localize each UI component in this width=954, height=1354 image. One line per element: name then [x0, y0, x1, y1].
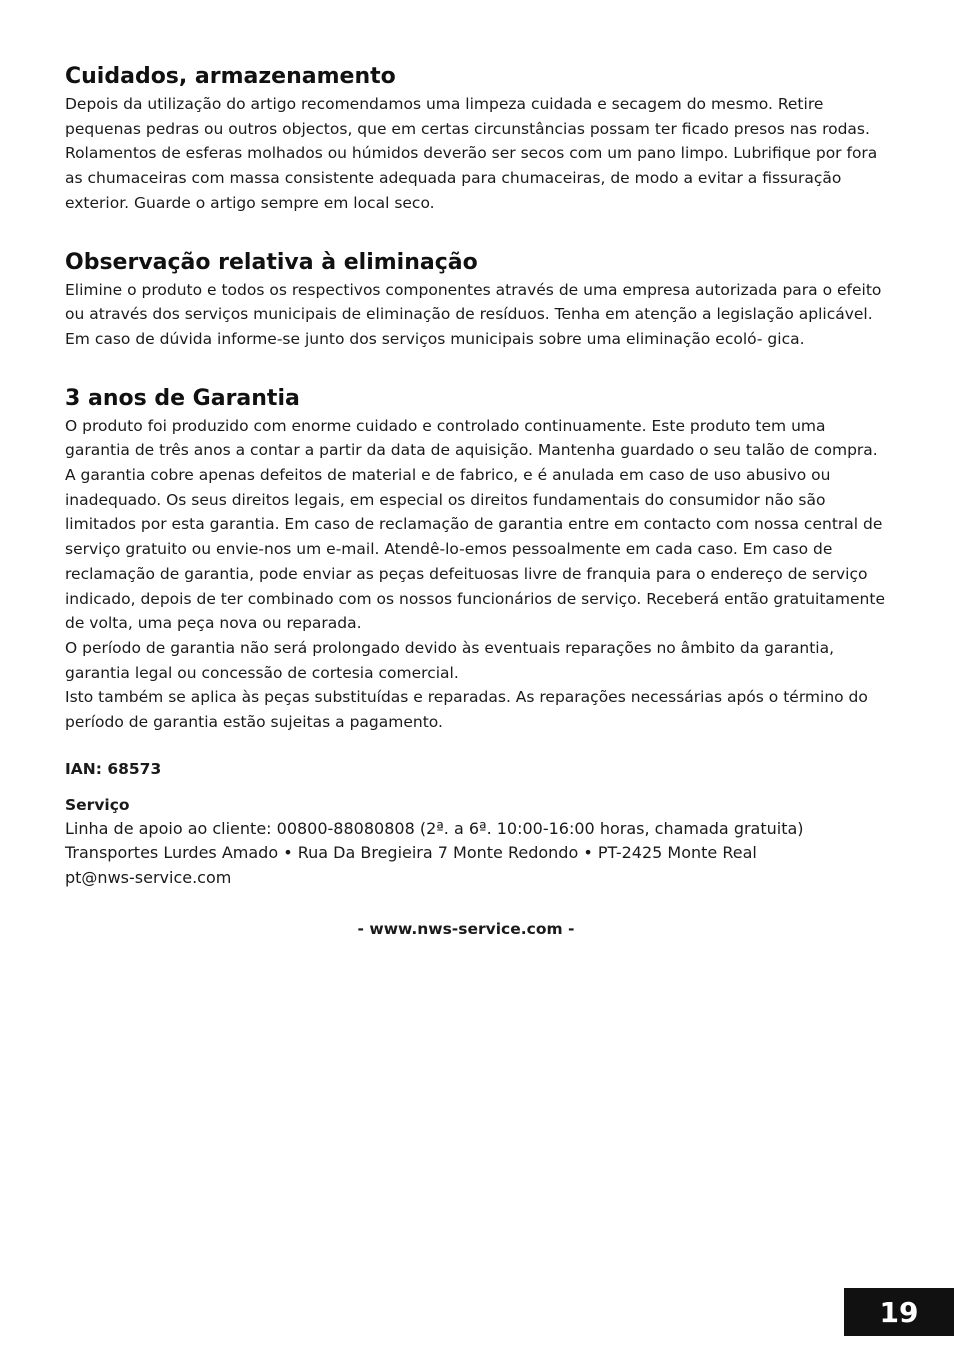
service-title: Serviço [65, 795, 130, 814]
section-care-storage [65, 62, 887, 216]
service-block [65, 793, 887, 891]
section-paragraph: O produto foi produzido com enorme cuidado e controlado continuamente. Este produto tem uma garantia de três anos a contar a partir da data de aquisição. Mantenha guardado o seu talão de compra. [65, 416, 878, 460]
section-paragraph: Depois da utilização do artigo recomendamos uma limpeza cuidada e secagem do mesmo. Retire pequenas pedras ou outros objectos, que em certas circunstâncias possam ter ficado presos nas rodas. Rolamentos de esferas molhados ou húmidos deverão ser secos com um pano limpo. Lubrifique por fora as chumaceiras com massa consistente adequada para chumaceiras, de modo a evitar a fissuração exterior. Guarde o artigo sempre em local seco. [65, 95, 878, 212]
section-title: 3 anos de Garantia [65, 385, 300, 411]
section-disposal [65, 248, 887, 352]
section-paragraph: Isto também se aplica às peças substituídas e reparadas. As reparações necessárias após o término do período de garantia estão sujeitas a pagamento. [65, 688, 868, 732]
service-address: Transportes Lurdes Amado • Rua Da Bregieira 7 Monte Redondo • PT-2425 Monte Real [65, 843, 757, 863]
section-title: Cuidados, armazenamento [65, 64, 396, 89]
service-hotline: Linha de apoio ao cliente: 00800-88080808 (2ª. a 6ª. 10:00-16:00 horas, chamada gratuita) [65, 818, 804, 838]
ian-number: IAN: 68573 [65, 759, 162, 778]
section-warranty [65, 384, 887, 735]
section-paragraph: A garantia cobre apenas defeitos de material e de fabrico, e é anulada em caso de uso abusivo ou inadequado. Os seus direitos legais, em especial os direitos fundamentais do consumidor não são limitados por esta garantia. Em caso de reclamação de garantia entre em contacto com nossa central de serviço gratuito ou envie-nos um e-mail. Atendê-lo-emos pessoalmente em cada caso. Em caso de reclamação de garantia, pode enviar as peças defeituosas livre de franquia para o endereço de serviço indicado, depois de ter combinado com os nossos funcionários de serviço. Receberá então gratuitamente de volta, uma peça nova ou reparada. [65, 466, 885, 633]
section-title: Observação relativa à eliminação [65, 249, 478, 275]
page-content [65, 62, 887, 941]
service-email-link[interactable]: pt@nws-service.com [65, 868, 232, 888]
page-number: 19 [844, 1288, 954, 1336]
section-paragraph: Elimine o produto e todos os respectivos componentes através de uma empresa autorizada para o efeito ou através dos serviços municipais de eliminação de resíduos. Tenha em atenção a legislação aplicável. Em caso de dúvida informe-se junto dos serviços municipais sobre uma eliminação ecoló- gica. [65, 280, 882, 348]
website-link[interactable]: - www.nws-service.com - [357, 919, 575, 938]
section-paragraph: O período de garantia não será prolongado devido às eventuais reparações no âmbito da garantia, garantia legal ou concessão de cortesia comercial. [65, 638, 835, 682]
